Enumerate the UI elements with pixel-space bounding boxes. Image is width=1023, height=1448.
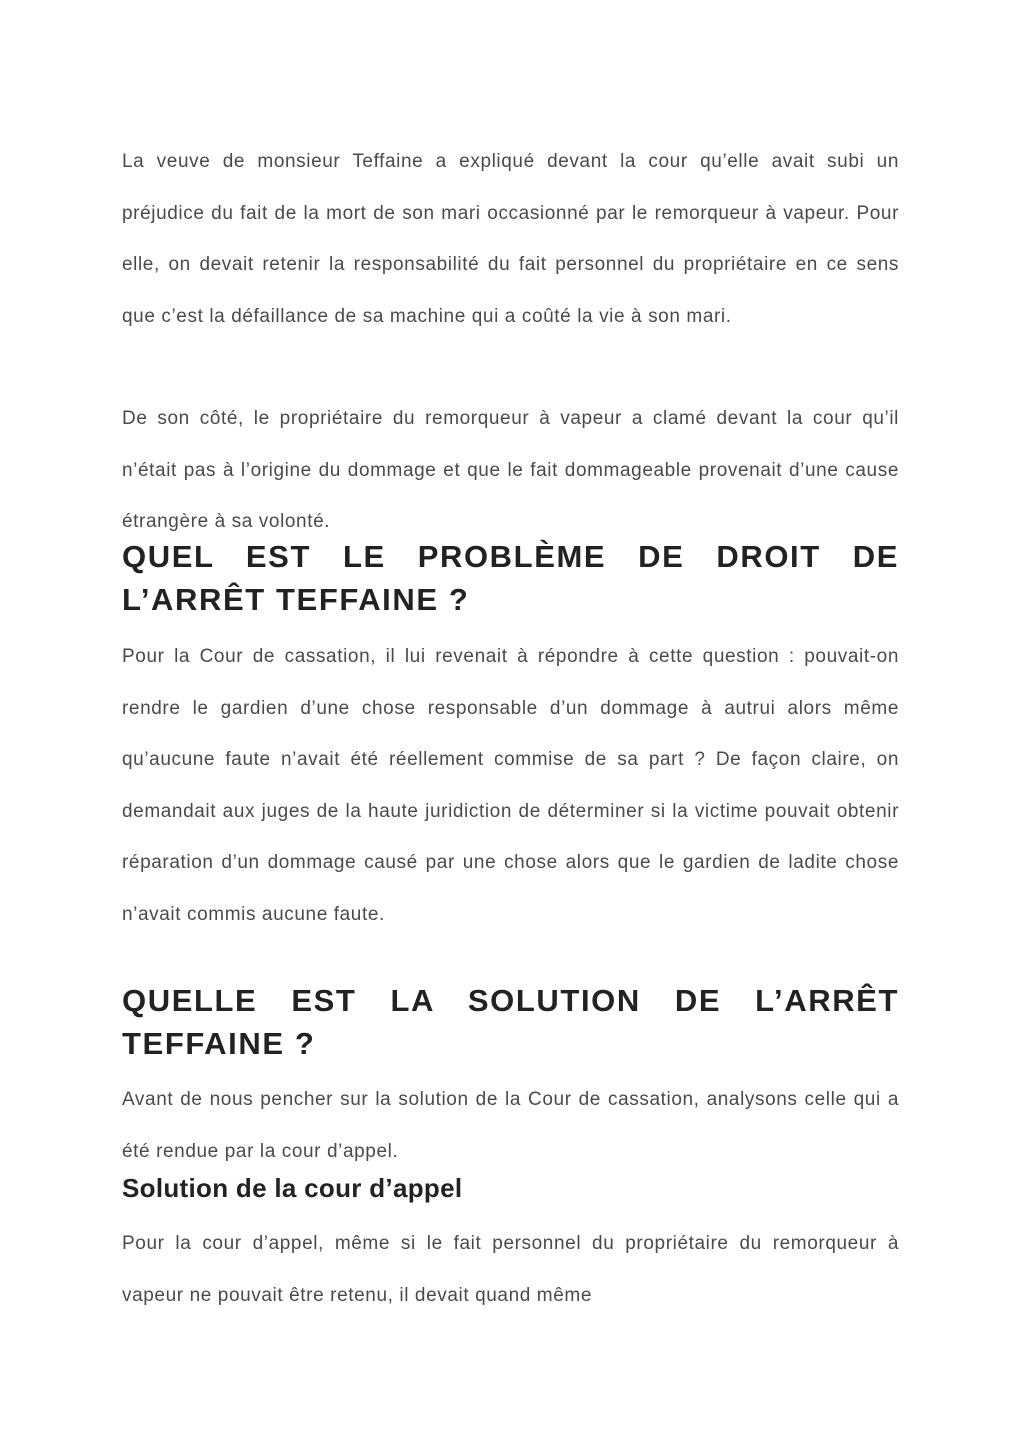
subheading-solution-cour-appel: Solution de la cour d’appel: [122, 1173, 463, 1203]
paragraph-cour-de-cassation-question: Pour la Cour de cassation, il lui revenait à répondre à cette question : pouvait-on rendre le gardien d’une chose responsable d’un dommage à autrui alors même qu’aucune faute n’avait été réellement commise de sa part ? De façon claire, on demandait aux juges de la haute juridiction de déterminer si la victime pouvait obtenir réparation d’un dommage causé par une chose alors que le gardien de ladite chose n’avait commis aucune faute.: [122, 646, 899, 925]
paragraph-proprietaire: De son côté, le propriétaire du remorqueur à vapeur a clamé devant la cour qu’il n’était pas à l’origine du dommage et que le fait dommageable provenait d’une cause étrangère à sa volonté.: [122, 408, 899, 533]
heading-solution-arret: QUELLE EST LA SOLUTION DE L’ARRÊT TEFFAINE ?: [122, 983, 899, 1061]
paragraph-cour-appel: Pour la cour d’appel, même si le fait personnel du propriétaire du remorqueur à vapeur ne pouvait être retenu, il devait quand même: [122, 1233, 899, 1306]
heading-probleme-de-droit: QUEL EST LE PROBLÈME DE DROIT DE L’ARRÊT TEFFAINE ?: [122, 539, 899, 617]
paragraph-veuve: La veuve de monsieur Teffaine a expliqué devant la cour qu’elle avait subi un préjudice du fait de la mort de son mari occasionné par le remorqueur à vapeur. Pour elle, on devait retenir la responsabilité du fait personnel du propriétaire en ce sens que c’est la défaillance de sa machine qui a coûté la vie à son mari.: [122, 151, 899, 327]
paragraph-avant-solution: Avant de nous pencher sur la solution de la Cour de cassation, analysons celle qui a été rendue par la cour d’appel.: [122, 1089, 899, 1162]
